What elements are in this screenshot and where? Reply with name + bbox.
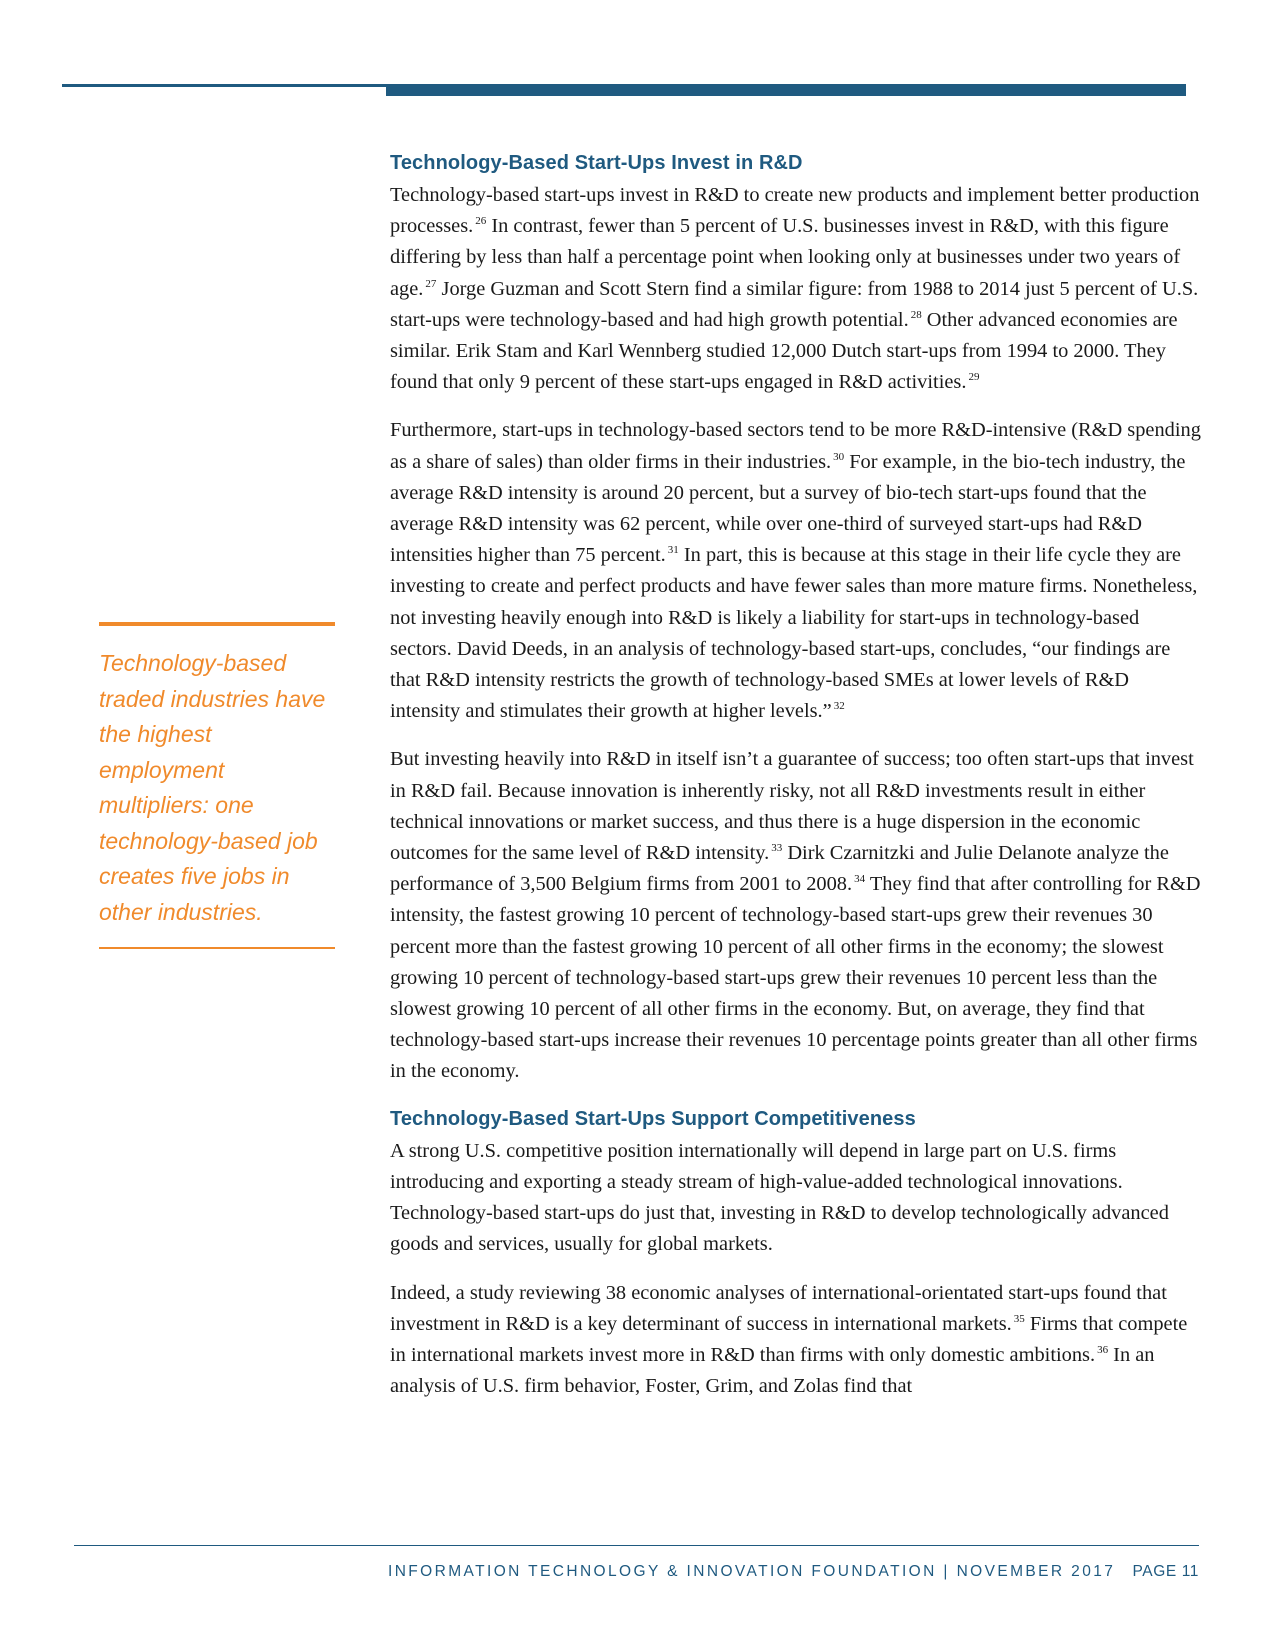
- pull-quote: [99, 622, 335, 949]
- footnote-reference[interactable]: 34: [854, 873, 866, 886]
- paragraph-text: They find that after controlling for R&D intensity, the fastest growing 10 percent of technology-based start-ups grew their revenues 30 percent more than the fastest growing 10 percent of all other firms in the economy; the slowest growing 10 percent of technology-based start-ups grew their revenues 10 percent less than the slowest growing 10 percent of all other firms in the economy. But, on average, they find that technology-based start-ups increase their revenues 10 percentage points greater than all other firms in the economy.: [390, 873, 1201, 1083]
- body-paragraph: [390, 415, 1202, 727]
- body-paragraph: [390, 1278, 1202, 1403]
- footnote-reference[interactable]: 31: [667, 544, 679, 557]
- pull-quote-text: Technology-based traded industries have the highest employment multipliers: one technology-based job creates five jobs in other industries.: [99, 650, 326, 925]
- paragraph-text: In an analysis of U.S. firm behavior, Foster, Grim, and Zolas find that: [390, 1343, 1155, 1398]
- header-rule-thick: [386, 84, 1186, 96]
- paragraph-text: In contrast, fewer than 5 percent of U.S. businesses invest in R&D, with this figure differing by less than half a percentage point when looking only at businesses under two years of age.: [390, 215, 1181, 300]
- footnote-reference[interactable]: 26: [475, 215, 487, 228]
- body-paragraph: [390, 744, 1202, 1087]
- footnote-reference[interactable]: 33: [771, 842, 783, 855]
- paragraph-text: Furthermore, start-ups in technology-based sectors tend to be more R&D-intensive (R&D spending as a share of sales) than older firms in their industries.: [390, 419, 1201, 473]
- paragraph-text: Dirk Czarnitzki and Julie Delanote analyze the performance of 3,500 Belgium firms from 2001 to 2008.: [390, 842, 1169, 896]
- main-content: [390, 152, 1202, 1419]
- footer-organization: INFORMATION TECHNOLOGY & INNOVATION FOUNDATION | NOVEMBER 2017: [388, 1563, 1116, 1580]
- paragraph-text: A strong U.S. competitive position internationally will depend in large part on U.S. firms introducing and exporting a steady stream of high-value-added technological innovations. Technology-based start-ups do just that, investing in R&D to develop technologically advanced goods and services, usually for global markets.: [390, 1139, 1169, 1256]
- body-paragraph: [390, 180, 1202, 398]
- body-paragraph: [390, 1136, 1202, 1261]
- header-rule-thin: [62, 84, 386, 87]
- section-heading-competitiveness: Technology-Based Start-Ups Support Competitiveness: [390, 1107, 916, 1130]
- paragraph-text: But investing heavily into R&D in itself isn’t a guarantee of success; too often start-ups that invest in R&D fail. Because innovation is inherently risky, not all R&D investments result in either technical innovations or market success, and thus there is a huge dispersion in the economic outcomes for the same level of R&D intensity.: [390, 748, 1194, 865]
- pull-quote-bottom-rule: [99, 947, 335, 949]
- page-number: PAGE 11: [1132, 1563, 1199, 1580]
- section-heading-invest: Technology-Based Start-Ups Invest in R&D: [390, 152, 803, 174]
- section-body-invest: [390, 180, 1202, 1088]
- footer-rule: [74, 1545, 1199, 1546]
- paragraph-text: Firms that compete in international markets invest more in R&D than firms with only domestic ambitions.: [390, 1312, 1188, 1366]
- pull-quote-top-rule: [99, 622, 335, 626]
- paragraph-text: In part, this is because at this stage in their life cycle they are investing to create and perfect products and have fewer sales than more mature firms. Nonetheless, not investing heavily enough into R&D is likely a liability for start-ups in technology-based sectors. David Deeds, in an analysis of technology-based start-ups, concludes, “our findings are that R&D intensity restricts the growth of technology-based SMEs at lower levels of R&D intensity and stimulates their growth at higher levels.”: [390, 544, 1198, 723]
- paragraph-text: Other advanced economies are similar. Erik Stam and Karl Wennberg studied 12,000 Dutch start-ups from 1994 to 2000. They found that only 9 percent of these start-ups engaged in R&D activities.: [390, 308, 1178, 394]
- footnote-reference[interactable]: 32: [833, 700, 845, 713]
- footnote-reference[interactable]: 28: [910, 308, 922, 321]
- footnote-reference[interactable]: 27: [425, 277, 437, 290]
- footnote-reference[interactable]: 36: [1097, 1343, 1109, 1356]
- paragraph-text: Technology-based start-ups invest in R&D to create new products and implement better production processes.: [390, 184, 1200, 238]
- footnote-reference[interactable]: 30: [833, 450, 845, 463]
- section-body-competitiveness: [390, 1136, 1202, 1403]
- paragraph-text: For example, in the bio-tech industry, the average R&D intensity is around 20 percent, but a survey of bio-tech start-ups found that the average R&D intensity was 62 percent, while over one-third of surveyed start-ups had R&D intensities higher than 75 percent.: [390, 450, 1186, 567]
- footnote-reference[interactable]: 35: [1013, 1312, 1025, 1325]
- paragraph-text: Jorge Guzman and Scott Stern find a similar figure: from 1988 to 2014 just 5 percent of U.S. start-ups were technology-based and had high growth potential.: [390, 277, 1199, 331]
- paragraph-text: Indeed, a study reviewing 38 economic analyses of international-orientated start-ups found that investment in R&D is a key determinant of success in international markets.: [390, 1281, 1167, 1335]
- footnote-reference[interactable]: 29: [968, 371, 980, 384]
